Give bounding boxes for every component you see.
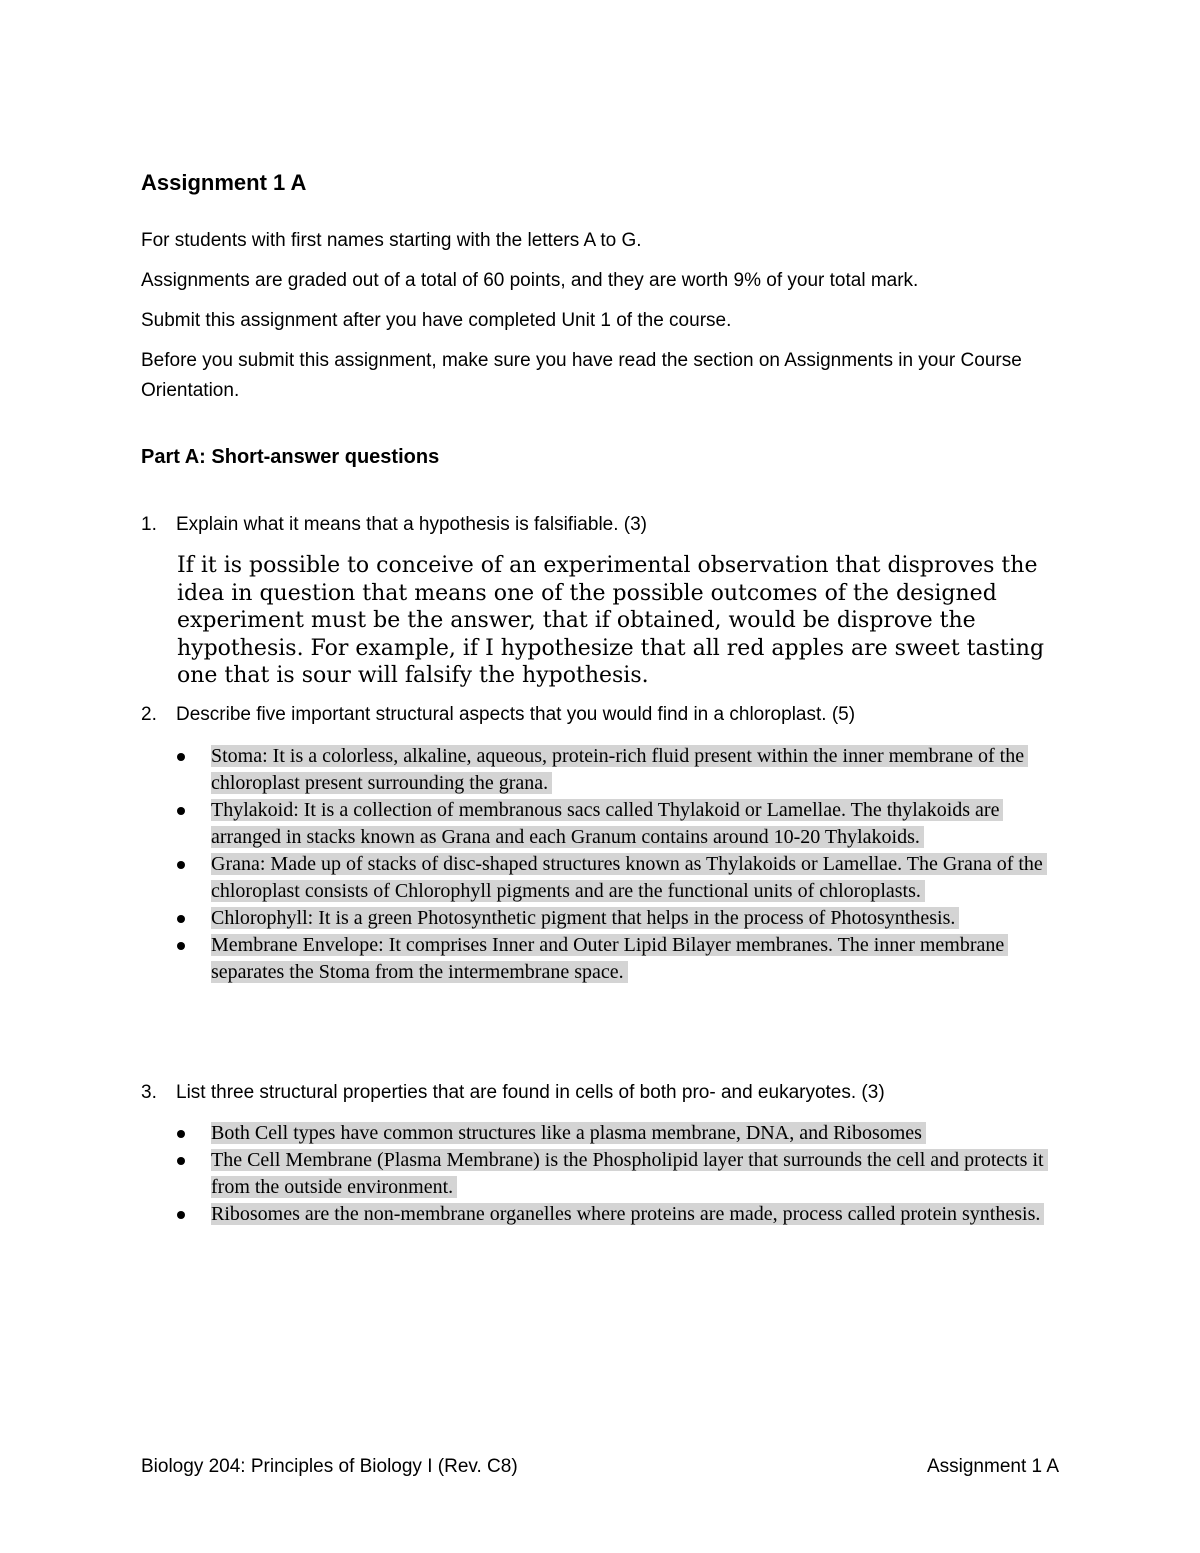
- list-item-text: Thylakoid: It is a collection of membranous sacs called Thylakoid or Lamellae. The thylakoids are arranged in stacks known as Grana and each Granum contains around 10-20 Thylakoids.: [211, 799, 1003, 848]
- list-item: [177, 1147, 1067, 1201]
- question-1: [141, 514, 1071, 536]
- bullet-icon: [177, 753, 185, 761]
- list-item-text: Grana: Made up of stacks of disc-shaped structures known as Thylakoids or Lamellae. The Grana of the chloroplast consists of Chlorophyll pigments and are the functional units of chloroplasts.: [211, 853, 1047, 902]
- list-item-text: Ribosomes are the non-membrane organelles where proteins are made, process called protein synthesis.: [211, 1203, 1044, 1225]
- list-item-text: Stoma: It is a colorless, alkaline, aqueous, protein-rich fluid present within the inner membrane of the chloroplast present surrounding the grana.: [211, 745, 1028, 794]
- bullet-icon: [177, 915, 185, 923]
- question-number: 3.: [141, 1082, 157, 1103]
- intro-line-submit: Submit this assignment after you have completed Unit 1 of the course.: [141, 310, 732, 331]
- intro-section: [141, 226, 1071, 416]
- question-2-answer-list: [177, 743, 1067, 986]
- list-item: [177, 1201, 1067, 1228]
- bullet-icon: [177, 942, 185, 950]
- list-item: [177, 797, 1067, 851]
- question-text: Describe five important structural aspects that you would find in a chloroplast. (5): [176, 704, 856, 725]
- intro-line-grading: Assignments are graded out of a total of 60 points, and they are worth 9% of your total mark.: [141, 270, 919, 291]
- question-text: Explain what it means that a hypothesis is falsifiable. (3): [176, 514, 648, 535]
- bullet-icon: [177, 1157, 185, 1165]
- part-a-heading: Part A: Short-answer questions: [141, 446, 440, 468]
- question-2: [141, 704, 1071, 726]
- intro-line-orientation: Before you submit this assignment, make sure you have read the section on Assignments in your Course Orientation.: [141, 350, 1022, 401]
- list-item: [177, 851, 1067, 905]
- list-item: [177, 743, 1067, 797]
- list-item-text: Chlorophyll: It is a green Photosynthetic pigment that helps in the process of Photosynthesis.: [211, 907, 959, 929]
- question-number: 2.: [141, 704, 157, 725]
- question-1-answer: If it is possible to conceive of an experimental observation that disproves the idea in question that means one of the possible outcomes of the designed experiment must be the answer, that if obtained, would be disprove the hypothesis. For example, if I hypothesize that all red apples are sweet tasting one that is sour will falsify the hypothesis.: [177, 553, 1045, 688]
- list-item: [177, 932, 1067, 986]
- footer-course-title: Biology 204: Principles of Biology I (Rev. C8): [141, 1456, 518, 1477]
- footer-assignment-label: Assignment 1 A: [926, 1456, 1059, 1477]
- bullet-icon: [177, 861, 185, 869]
- intro-line-eligibility: For students with first names starting with the letters A to G.: [141, 230, 642, 251]
- list-item-text: Membrane Envelope: It comprises Inner and Outer Lipid Bilayer membranes. The inner membrane separates the Stoma from the intermembrane space.: [211, 934, 1008, 983]
- question-number: 1.: [141, 514, 157, 535]
- list-item: [177, 1120, 1067, 1147]
- list-item: [177, 905, 1067, 932]
- question-3-answer-list: [177, 1120, 1067, 1228]
- bullet-icon: [177, 1211, 185, 1219]
- question-3: [141, 1082, 1071, 1104]
- document-title: Assignment 1 A: [141, 170, 307, 195]
- list-item-text: The Cell Membrane (Plasma Membrane) is the Phospholipid layer that surrounds the cell and protects it from the outside environment.: [211, 1149, 1048, 1198]
- bullet-icon: [177, 807, 185, 815]
- bullet-icon: [177, 1130, 185, 1138]
- question-text: List three structural properties that are found in cells of both pro- and eukaryotes. (3): [176, 1082, 885, 1103]
- list-item-text: Both Cell types have common structures like a plasma membrane, DNA, and Ribosomes: [211, 1122, 926, 1144]
